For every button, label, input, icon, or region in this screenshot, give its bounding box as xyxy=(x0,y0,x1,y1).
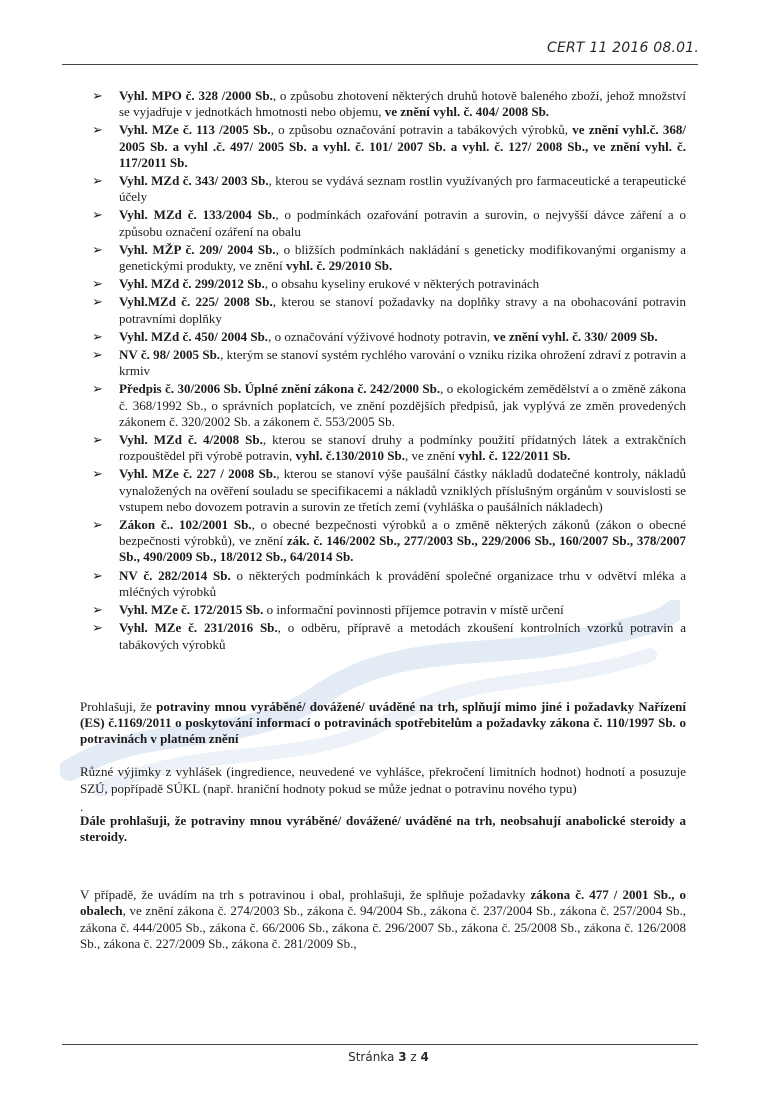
text-segment: , o způsobu označování potravin a tabákových výrobků, xyxy=(270,122,573,138)
arrow-bullet-icon: ➢ xyxy=(92,621,103,637)
text-segment: , o obecné bezpečnosti výrobků a o změně některých zákonů (zákon o obecné bezpečnosti výrobků), ve znění xyxy=(119,517,686,549)
legislation-text xyxy=(119,276,539,291)
bold-text-segment: Vyhl. MZe č. 172/2015 Sb. xyxy=(119,602,264,618)
text-segment: , o způsobu zhotovení některých druhů hotově baleného zboží, jehož množství se vyjadřuje v jednotkách hmotnosti nebo objemu, xyxy=(119,88,687,120)
text-segment: , o obsahu kyseliny erukové v některých potravinách xyxy=(264,276,540,292)
bold-text-segment: zákona č. 477 / 2001 Sb., o obalech xyxy=(80,887,686,919)
arrow-bullet-icon: ➢ xyxy=(92,603,103,619)
text-segment: o některých podmínkách k provádění společné organizace trhu v odvětví mléka a mléčných výrobků xyxy=(119,567,686,599)
text-segment: V případě, že uvádím na trh s potravinou i obal, prohlašuji, že splňuje požadavky xyxy=(80,887,531,903)
bold-text-segment: potraviny mnou vyráběné/ dovážené/ uváděné na trh, splňují mimo jiné i požadavky Nařízení (ES) č.1169/2011 o poskytování informací o potravinách spotřebitelům a požadavky zákona č. 110/1997 Sb. o potravinách v platném znění xyxy=(80,698,687,747)
bold-text-segment: vyhl. č.130/2010 Sb. xyxy=(295,448,405,464)
text-segment: o informační povinnosti příjemce potravin v místě určení xyxy=(263,602,564,618)
bold-text-segment: Vyhl. MZd č. 343/ 2003 Sb. xyxy=(119,173,269,189)
legislation-text xyxy=(119,517,686,564)
arrow-bullet-icon: ➢ xyxy=(92,467,103,483)
legislation-item xyxy=(80,620,686,652)
legislation-item xyxy=(80,517,686,566)
page-total: 4 xyxy=(420,1050,429,1064)
legislation-item xyxy=(80,242,686,274)
arrow-bullet-icon: ➢ xyxy=(92,382,103,398)
bold-text-segment: vyhl. č. 29/2010 Sb. xyxy=(286,258,393,274)
legislation-text xyxy=(119,294,686,325)
arrow-bullet-icon: ➢ xyxy=(92,277,103,293)
text-segment: Prohlašuji, že xyxy=(80,698,157,714)
legislation-text xyxy=(119,207,686,238)
bold-text-segment: Vyhl. MZe č. 113 /2005 Sb. xyxy=(119,122,271,138)
page-footer xyxy=(0,1050,777,1064)
document-body xyxy=(80,88,686,952)
legislation-text xyxy=(119,242,686,273)
legislation-text xyxy=(119,620,686,651)
legislation-text xyxy=(119,88,686,119)
legislation-item xyxy=(80,466,686,515)
arrow-bullet-icon: ➢ xyxy=(92,329,103,345)
arrow-bullet-icon: ➢ xyxy=(92,348,103,364)
text-segment: , kterou se vydává seznam rostlin využívaných pro farmaceutické a terapeutické účely xyxy=(119,173,686,205)
legislation-item xyxy=(80,122,686,171)
bold-text-segment: Vyhl. MZd č. 450/ 2004 Sb. xyxy=(119,328,269,344)
text-segment: , kterou se stanoví druhy a podmínky použití přídatných látek a extrakčních rozpouštědel při výrobě potravin, xyxy=(119,432,686,464)
legislation-item xyxy=(80,381,686,430)
text-segment: , o odběru, přípravě a metodách zkoušení kontrolních vzorků potravin a tabákových výrobků xyxy=(119,620,686,652)
legislation-item xyxy=(80,568,686,600)
legislation-text xyxy=(119,381,686,428)
arrow-bullet-icon: ➢ xyxy=(92,174,103,190)
bold-text-segment: ve znění vyhl. č. 404/ 2008 Sb. xyxy=(384,104,550,120)
bold-text-segment: vyhl. č. 122/2011 Sb. xyxy=(458,448,571,464)
page-label: Stránka xyxy=(348,1050,395,1064)
page-number: 3 xyxy=(398,1050,407,1064)
header-rule xyxy=(62,64,698,65)
footer-rule xyxy=(62,1044,698,1045)
bold-text-segment: Vyhl. MZd č. 4/2008 Sb. xyxy=(119,432,263,448)
legislation-text xyxy=(119,329,658,344)
text-segment: , o označování výživové hodnoty potravin, xyxy=(268,328,494,344)
bold-text-segment: Vyhl. MZe č. 227 / 2008 Sb. xyxy=(119,466,277,482)
bold-text-segment: ve znění vyhl. č. 330/ 2009 Sb. xyxy=(493,328,658,344)
exceptions-paragraph xyxy=(80,764,686,796)
bold-text-segment: Předpis č. 30/2006 Sb. Úplné znění zákona č. 242/2000 Sb. xyxy=(119,381,441,397)
bold-text-segment: Vyhl.MZd č. 225/ 2008 Sb. xyxy=(119,294,273,310)
text-segment: , ve znění xyxy=(404,448,459,464)
bold-text-segment: NV č. 282/2014 Sb. xyxy=(119,567,231,583)
text-segment: , kterým se stanoví systém rychlého varování o vzniku rizika ohrožení zdraví z potravin a krmiv xyxy=(119,347,686,379)
legislation-item xyxy=(80,173,686,205)
arrow-bullet-icon: ➢ xyxy=(92,295,103,311)
legislation-text xyxy=(119,347,686,378)
legislation-item xyxy=(80,432,686,464)
legislation-text xyxy=(119,602,564,617)
legislation-item xyxy=(80,207,686,239)
bold-text-segment: Vyhl. MZd č. 133/2004 Sb. xyxy=(119,207,276,223)
text-segment: , ve znění zákona č. 274/2003 Sb., zákona č. 94/2004 Sb., zákona č. 237/2004 Sb., zákona č. 257/2004 Sb., zákona č. 444/2005 Sb., zákona č. 66/2006 Sb., zákona č. 296/2007 Sb., zákona č. 25/2008 Sb., zákona č. 126/2008 Sb., zákona č. 227/2009 Sb., zákona č. 281/2009 Sb., xyxy=(80,903,686,951)
arrow-bullet-icon: ➢ xyxy=(92,208,103,224)
bold-text-segment: NV č. 98/ 2005 Sb. xyxy=(119,347,221,363)
bold-text-segment: Vyhl. MŽP č. 209/ 2004 Sb. xyxy=(119,241,276,257)
text-segment: , kterou se stanoví požadavky na doplňky stravy a na obohacování potravin potravními doplňky xyxy=(119,294,686,326)
separator-dot: . xyxy=(80,798,84,814)
legislation-item xyxy=(80,347,686,379)
arrow-bullet-icon: ➢ xyxy=(92,123,103,139)
bold-text-segment: Dále prohlašuji, že potraviny mnou vyráběné/ dovážené/ uváděné na trh, neobsahují anabolické steroidy a steroidy. xyxy=(80,812,686,844)
arrow-bullet-icon: ➢ xyxy=(92,433,103,449)
bold-text-segment: Vyhl. MPO č. 328 /2000 Sb. xyxy=(119,88,273,103)
legislation-text xyxy=(119,122,686,169)
text-segment: , o ekologickém zemědělství a o změně zákona č. 368/1992 Sb., o správních poplatcích, ve znění pozdějších předpisů, jak vyplývá ze změn provedených zákonem č. 320/2002 Sb. a zákonem č. 553/2005 Sb. xyxy=(119,381,686,429)
legislation-text xyxy=(119,173,686,204)
declaration-paragraph xyxy=(80,699,686,748)
text-segment: , kterou se stanoví výše paušální částky nákladů dodatečné kontroly, nákladů vynaložených na ověření souladu se specifikacemi a nákladů vzniklých příslušným orgánům v souvislosti se vstupem nebo dovozem potravin a surovin ze třetích zemí (vyhláška o paušálních nákladech) xyxy=(119,466,686,514)
arrow-bullet-icon: ➢ xyxy=(92,568,103,584)
steroids-declaration-paragraph xyxy=(80,813,686,845)
bold-text-segment: ve znění vyhl.č. 368/ 2005 Sb. a vyhl .č. 497/ 2005 Sb. a vyhl. č. 101/ 2007 Sb. a vyhl. č. 127/ 2008 Sb., ve znění vyhl. č. 117/2011 Sb. xyxy=(119,122,686,170)
text-segment: , o bližších podmínkách nakládání s geneticky modifikovanými organismy a genetickými produkty, ve znění xyxy=(119,241,686,274)
document-code: CERT 11 2016 08.01. xyxy=(546,40,699,56)
arrow-bullet-icon: ➢ xyxy=(92,89,103,104)
bold-text-segment: zák. č. 146/2002 Sb., 277/2003 Sb., 229/2006 Sb., 160/2007 Sb., 378/2007 Sb., 490/2009 Sb., 18/2012 Sb., 64/2014 Sb. xyxy=(119,533,686,565)
legislation-item xyxy=(80,294,686,326)
legislation-text xyxy=(119,568,686,599)
legislation-list xyxy=(80,88,686,653)
text-segment: Různé výjimky z vyhlášek (ingredience, neuvedené ve vyhlášce, překročení limitních hodnot) hodnotí a posuzuje SZÚ, popřípadě SÚKL (např. hraniční hodnoty pokud se může jednat o potravinu nového typu) xyxy=(80,764,686,796)
legislation-text xyxy=(119,432,686,463)
legislation-text xyxy=(119,466,686,513)
arrow-bullet-icon: ➢ xyxy=(92,242,103,258)
packaging-paragraph xyxy=(80,887,686,952)
legislation-item xyxy=(80,88,686,120)
legislation-item xyxy=(80,602,686,618)
text-segment: , o podmínkách ozařování potravin a surovin, o nejvyšší dávce záření a o způsobu označení ozáření na obalu xyxy=(119,207,686,239)
bold-text-segment: Vyhl. MZe č. 231/2016 Sb. xyxy=(119,620,278,636)
arrow-bullet-icon: ➢ xyxy=(92,518,103,534)
legislation-item xyxy=(80,276,686,292)
page-separator: z xyxy=(410,1050,417,1064)
bold-text-segment: Vyhl. MZd č. 299/2012 Sb. xyxy=(119,276,265,292)
bold-text-segment: Zákon č.. 102/2001 Sb. xyxy=(119,517,252,533)
legislation-item xyxy=(80,329,686,345)
